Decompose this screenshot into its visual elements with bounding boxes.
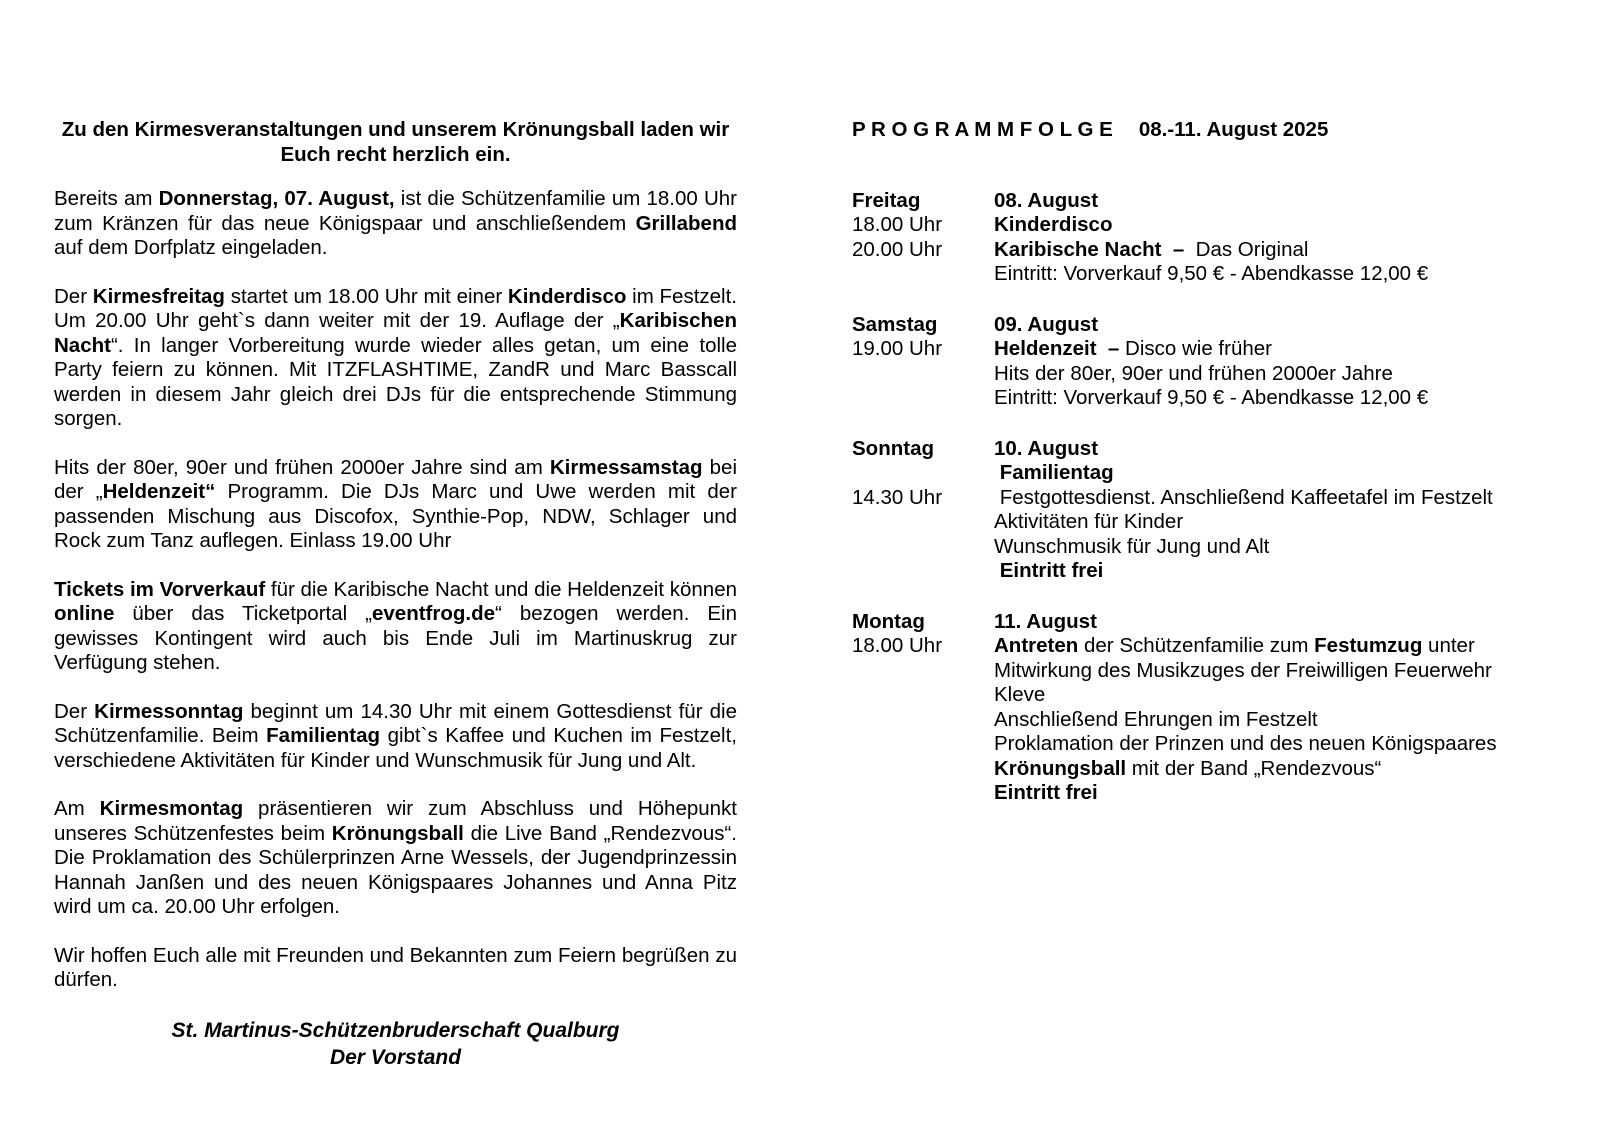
text-run: 10. August xyxy=(994,436,1099,460)
text-run: Eintritt frei xyxy=(994,559,1104,582)
schedule-row xyxy=(852,262,1562,287)
text-run: über das Ticketportal „ xyxy=(114,602,372,625)
schedule-row xyxy=(852,213,1562,238)
event-cell xyxy=(994,189,1562,214)
schedule-row xyxy=(852,337,1562,362)
text-run: eventfrog.de xyxy=(372,602,496,625)
text-run: Karibischen Nacht xyxy=(54,309,737,357)
text-run: bei der „ xyxy=(54,455,737,503)
paragraph xyxy=(54,578,737,676)
schedule-row xyxy=(852,238,1562,263)
text-run: Disco wie früher xyxy=(1119,337,1272,360)
text-run: Mitwirkung des Musikzuges der Freiwilligen Feuerwehr xyxy=(994,658,1492,682)
text-run: startet um 18.00 Uhr mit einer xyxy=(224,284,508,308)
text-run: Am xyxy=(54,797,100,820)
program-title xyxy=(852,118,1562,143)
schedule-row xyxy=(852,732,1562,757)
event-cell xyxy=(994,386,1562,411)
intro-paragraphs xyxy=(54,187,737,993)
text-run: Eintritt: Vorverkauf 9,50 € - Abendkasse 12,00 € xyxy=(994,386,1429,409)
text-run: ist die Schützenfamilie um 18.00 Uhr zum Kränzen für das neue Königspaar und anschließendem xyxy=(54,187,737,235)
event-cell xyxy=(994,461,1562,486)
event-cell xyxy=(994,757,1562,782)
event-cell xyxy=(994,683,1562,708)
event-cell xyxy=(994,535,1562,560)
text-run: Krönungsball xyxy=(994,756,1127,780)
text-run: im Festzelt. Um 20.00 Uhr geht`s dann weiter mit der 19. Auflage der „ xyxy=(54,284,737,332)
time-cell: 14.30 Uhr xyxy=(852,485,943,509)
schedule-row xyxy=(852,708,1562,733)
text-run: Kleve xyxy=(994,683,1046,706)
text-run: 08. August xyxy=(994,188,1099,212)
time-cell: 19.00 Uhr xyxy=(852,337,943,360)
text-run: Grillabend xyxy=(635,211,737,235)
event-cell xyxy=(994,238,1562,263)
text-run: unter xyxy=(1422,634,1475,657)
text-run: Tickets im Vorverkauf xyxy=(54,577,266,601)
schedule-row xyxy=(852,189,1562,214)
text-run: Festgottesdienst. Anschließend Kaffeetafel im Festzelt xyxy=(994,485,1493,509)
schedule-row xyxy=(852,510,1562,535)
paragraph xyxy=(54,456,737,554)
text-run: “. In langer Vorbereitung wurde wieder alles getan, um eine tolle Party feiern zu können. Mit ITZFLASHTIME, ZandR und Marc Basscall werden in diesem Jahr gleich drei DJs für die entsprechende Stimmung sorgen. xyxy=(54,333,737,430)
text-run: der Schützenfamilie zum xyxy=(1078,634,1315,657)
text-run: Eintritt frei xyxy=(994,781,1098,804)
text-run: Bereits am xyxy=(54,187,159,210)
event-cell xyxy=(994,313,1562,338)
text-run: Kirmesmontag xyxy=(99,797,244,820)
schedule-day-block xyxy=(852,189,1562,287)
event-cell xyxy=(994,362,1562,387)
program-title-label: P R O G R A M M F O L G E xyxy=(852,118,1113,141)
text-run: Programm. Die DJs Marc und Uwe werden mit der passenden Mischung aus Discofox, Synthie-Pop, NDW, Schlager und Rock zum Tanz auflegen. Einlass 19.00 Uhr xyxy=(54,480,737,552)
text-run: 09. August xyxy=(994,312,1099,336)
text-run: Hits der 80er, 90er und frühen 2000er Jahre sind am xyxy=(54,455,550,479)
text-run: Krönungsball xyxy=(331,821,464,845)
program-schedule xyxy=(852,189,1562,806)
day-cell: Freitag xyxy=(852,188,921,212)
event-cell xyxy=(994,634,1562,659)
schedule-row xyxy=(852,362,1562,387)
schedule-row xyxy=(852,559,1562,584)
paragraph xyxy=(54,187,737,261)
schedule-day-block xyxy=(852,313,1562,411)
paragraph xyxy=(54,285,737,432)
text-run: Donnerstag, 07. August, xyxy=(158,187,395,210)
event-cell xyxy=(994,262,1562,287)
event-cell xyxy=(994,781,1562,806)
heading-line: Zu den Kirmesveranstaltungen und unserem Krönungsball laden wir xyxy=(61,118,730,141)
schedule-day-block xyxy=(852,437,1562,584)
signature xyxy=(54,1017,737,1071)
text-run: Proklamation der Prinzen und des neuen Königspaares xyxy=(994,732,1497,755)
signature-line-board: Der Vorstand xyxy=(329,1045,462,1069)
text-run: Karibische Nacht – xyxy=(994,237,1185,261)
invitation-heading xyxy=(54,118,737,167)
paragraph xyxy=(54,944,737,993)
event-cell xyxy=(994,708,1562,733)
text-run: beginnt um 14.30 Uhr mit einem Gottesdienst für die Schützenfamilie. Beim xyxy=(54,699,738,747)
text-run: Kinderdisco xyxy=(507,284,627,308)
text-run: Eintritt: Vorverkauf 9,50 € - Abendkasse 12,00 € xyxy=(994,262,1429,285)
text-run: 11. August xyxy=(994,609,1097,633)
schedule-day-block xyxy=(852,610,1562,806)
day-cell: Montag xyxy=(852,609,925,633)
event-cell xyxy=(994,732,1562,757)
day-cell: Samstag xyxy=(852,312,938,336)
event-cell xyxy=(994,486,1562,511)
text-run: auf dem Dorfplatz eingeladen. xyxy=(54,236,328,259)
schedule-row xyxy=(852,535,1562,560)
text-run: online xyxy=(54,602,115,625)
text-run: gibt`s Kaffee und Kuchen im Festzelt, verschiedene Aktivitäten für Kinder und Wunschmusik für Jung und Alt. xyxy=(54,724,737,772)
time-cell: 18.00 Uhr xyxy=(852,634,943,657)
schedule-row xyxy=(852,610,1562,635)
text-run: Der xyxy=(54,699,95,723)
text-run: mit der Band „Rendezvous“ xyxy=(1126,756,1382,780)
schedule-row xyxy=(852,461,1562,486)
text-run: Wunschmusik für Jung und Alt xyxy=(994,534,1270,558)
schedule-row xyxy=(852,437,1562,462)
invitation-column xyxy=(54,118,737,1071)
text-run: präsentieren wir zum Abschluss und Höhepunkt unseres Schützenfestes beim xyxy=(54,797,737,845)
time-cell: 20.00 Uhr xyxy=(852,237,943,261)
schedule-row xyxy=(852,486,1562,511)
text-run: Der xyxy=(54,284,93,308)
day-cell: Sonntag xyxy=(852,436,934,460)
text-run: Heldenzeit“ xyxy=(102,480,216,503)
paragraph xyxy=(54,797,737,920)
signature-line-organization: St. Martinus-Schützenbruderschaft Qualburg xyxy=(171,1018,620,1042)
event-cell xyxy=(994,213,1562,238)
text-run: Hits der 80er, 90er und frühen 2000er Jahre xyxy=(994,361,1393,385)
text-run: Kirmessonntag xyxy=(94,699,244,723)
text-run: Aktivitäten für Kinder xyxy=(994,510,1184,533)
text-run: Das Original xyxy=(1184,237,1309,261)
text-run: die Live Band „Rendezvous“. Die Proklamation des Schülerprinzen Arne Wessels, der Jugendprinzessin Hannah Janßen und des neuen Königspaares Johannes und Anna Pitz wird um ca. 20.00 Uhr erfolgen. xyxy=(54,821,737,918)
text-run: Kinderdisco xyxy=(994,213,1113,236)
schedule-row xyxy=(852,659,1562,684)
text-run: Kirmesfreitag xyxy=(92,284,225,308)
event-cell xyxy=(994,610,1562,635)
text-run: Antreten xyxy=(994,634,1079,657)
event-cell xyxy=(994,337,1562,362)
text-run: Familientag xyxy=(266,724,381,747)
event-cell xyxy=(994,559,1562,584)
text-run: Kirmessamstag xyxy=(549,455,703,479)
text-run: Heldenzeit – xyxy=(994,337,1120,360)
text-run: Familientag xyxy=(994,461,1114,484)
schedule-row xyxy=(852,757,1562,782)
event-cell xyxy=(994,437,1562,462)
heading-line: Euch recht herzlich ein. xyxy=(280,142,511,166)
program-column xyxy=(852,118,1562,832)
schedule-row xyxy=(852,313,1562,338)
schedule-row xyxy=(852,386,1562,411)
text-run: “ bezogen werden. Ein gewisses Kontingent wird auch bis Ende Juli im Martinuskrug zur Verfügung stehen. xyxy=(54,602,737,674)
schedule-row xyxy=(852,634,1562,659)
schedule-row xyxy=(852,781,1562,806)
text-run: Wir hoffen Euch alle mit Freunden und Bekannten zum Feiern begrüßen zu dürfen. xyxy=(54,943,737,991)
text-run: für die Karibische Nacht und die Heldenzeit können xyxy=(265,577,737,601)
program-date-range: 08.-11. August 2025 xyxy=(1138,118,1329,141)
event-cell xyxy=(994,659,1562,684)
text-run: Anschließend Ehrungen im Festzelt xyxy=(994,707,1318,731)
time-cell: 18.00 Uhr xyxy=(852,213,943,236)
event-cell xyxy=(994,510,1562,535)
text-run: Festumzug xyxy=(1314,634,1423,657)
schedule-row xyxy=(852,683,1562,708)
paragraph xyxy=(54,700,737,774)
